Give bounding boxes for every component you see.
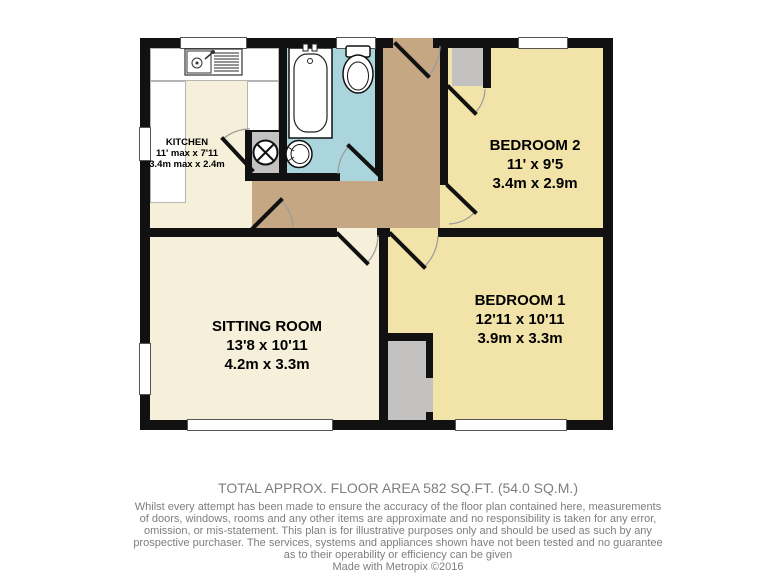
washbasin bbox=[286, 141, 312, 168]
disclaimer-line: as to their operability or efficiency can be given bbox=[283, 549, 513, 561]
footer bbox=[14, 480, 768, 573]
kitchen-hallway-door bbox=[252, 200, 293, 229]
kitchen-label bbox=[132, 137, 242, 170]
bedroom1-dims-imperial: 12'11 x 10'11 bbox=[475, 311, 565, 328]
sitting-room-label bbox=[157, 317, 377, 374]
bedroom2-dims-imperial: 11' x 9'5 bbox=[506, 156, 564, 173]
sitting-room-dims-imperial: 13'8 x 10'11 bbox=[226, 337, 308, 354]
bedroom2-closet-door bbox=[449, 87, 485, 113]
disclaimer-line: Whilst every attempt has been made to ensure the accuracy of the floor plan contained here, measurements bbox=[134, 501, 662, 513]
disclaimer-line: omission, or mis-statement. This plan is for illustrative purposes only and should be used as such by any bbox=[144, 525, 652, 537]
bedroom1-dims-metric: 3.9m x 3.3m bbox=[477, 330, 563, 347]
bathroom-door bbox=[338, 146, 379, 175]
water-cylinder bbox=[254, 141, 278, 165]
bedroom1-door bbox=[391, 234, 438, 267]
kitchen-sink bbox=[185, 49, 242, 75]
bedroom2-label bbox=[425, 136, 645, 193]
bathtub bbox=[289, 44, 332, 138]
disclaimer-line: prospective purchaser. The services, systems and appliances shown have not been tested and no guarantee bbox=[133, 537, 663, 549]
bedroom2-dims-metric: 3.4m x 2.9m bbox=[492, 175, 578, 192]
sitting-room-name: SITTING ROOM bbox=[212, 318, 322, 335]
total-area-text: TOTAL APPROX. FLOOR AREA 582 SQ.FT. (54.0 SQ.M.) bbox=[218, 480, 578, 496]
metropix-credit: Made with Metropix ©2016 bbox=[332, 561, 464, 573]
toilet bbox=[343, 46, 373, 93]
front-door bbox=[396, 44, 440, 76]
bedroom1-name: BEDROOM 1 bbox=[474, 292, 566, 309]
kitchen-name: KITCHEN bbox=[165, 137, 209, 148]
bedroom1-label bbox=[410, 291, 630, 348]
kitchen-dims-imperial: 11' max x 7'11 bbox=[155, 148, 219, 159]
sitting-room-door bbox=[338, 234, 378, 263]
sitting-room-dims-metric: 4.2m x 3.3m bbox=[224, 356, 310, 373]
bedroom2-name: BEDROOM 2 bbox=[489, 137, 581, 154]
disclaimer-line: of doors, windows, rooms and any other items are approximate and no responsibility is taken for any error, bbox=[139, 513, 657, 525]
kitchen-dims-metric: 3.4m max x 2.4m bbox=[149, 159, 225, 170]
